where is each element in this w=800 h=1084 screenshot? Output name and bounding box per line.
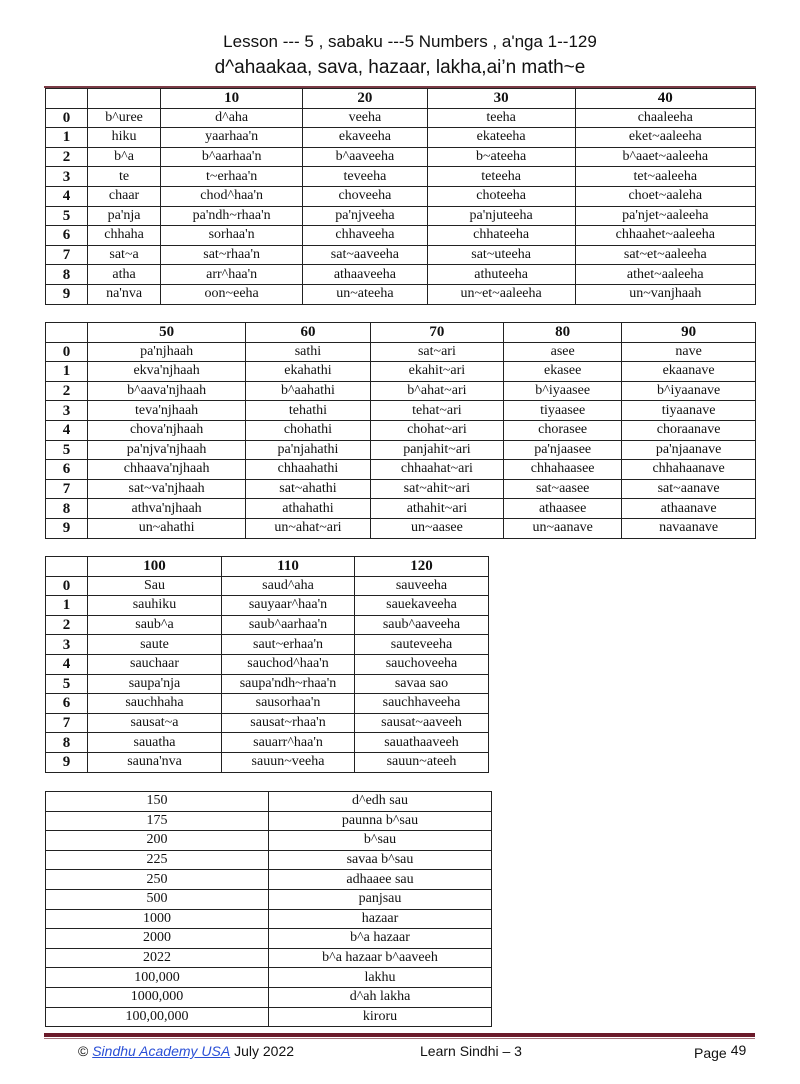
table-cell: sauna'nva — [88, 752, 222, 772]
table-cell: sat~aanave — [622, 479, 756, 499]
table-cell: b^iyaasee — [504, 381, 622, 401]
number-cell: 150 — [46, 792, 269, 812]
number-cell: 2022 — [46, 948, 269, 968]
number-cell: 500 — [46, 889, 269, 909]
table-row — [46, 615, 489, 635]
row-digit: 4 — [46, 420, 88, 440]
table-cell: eket~aaleeha — [575, 128, 755, 148]
table-row — [46, 596, 489, 616]
table-row — [46, 811, 492, 831]
table-cell: choteeha — [427, 186, 575, 206]
table-row — [46, 245, 756, 265]
number-cell: 100,000 — [46, 968, 269, 988]
table-cell: chhaha — [88, 226, 161, 246]
table-cell: sauveeha — [355, 576, 489, 596]
header-cell: 80 — [504, 323, 622, 343]
table-row — [46, 284, 756, 304]
table-row — [46, 401, 756, 421]
table-cell: saut~erhaa'n — [222, 635, 355, 655]
footer-copyright — [78, 1043, 294, 1059]
table-header-row — [46, 323, 756, 343]
table-cell: pa'njaanave — [622, 440, 756, 460]
table-cell: un~ateeha — [303, 284, 428, 304]
header-cell: 90 — [622, 323, 756, 343]
table-cell: sat~ari — [370, 342, 503, 362]
table-row — [46, 362, 756, 382]
table-cell: chhaava'njhaah — [88, 460, 246, 480]
table-cell: sat~aasee — [504, 479, 622, 499]
table-cell: savaa sao — [355, 674, 489, 694]
table-cell: hiku — [88, 128, 161, 148]
word-cell: d^edh sau — [269, 792, 492, 812]
page-number: 49 — [730, 1042, 747, 1058]
table-cell: teveeha — [303, 167, 428, 187]
table-row — [46, 1007, 492, 1027]
footer-page — [694, 1042, 747, 1061]
row-digit: 2 — [46, 381, 88, 401]
table-cell: saupa'ndh~rhaa'n — [222, 674, 355, 694]
table-cell: sauchoveeha — [355, 654, 489, 674]
table-row — [46, 128, 756, 148]
row-digit: 8 — [46, 499, 88, 519]
table-cell: b^ahat~ari — [370, 381, 503, 401]
number-cell: 2000 — [46, 929, 269, 949]
table-cell: sausorhaa'n — [222, 694, 355, 714]
table-cell: sauyaar^haa'n — [222, 596, 355, 616]
table-row — [46, 968, 492, 988]
table-cell: tiyaanave — [622, 401, 756, 421]
table-cell: ekaanave — [622, 362, 756, 382]
table-cell: sauun~veeha — [222, 752, 355, 772]
header-cell: 120 — [355, 557, 489, 577]
word-cell: adhaaee sau — [269, 870, 492, 890]
table-cell: athuteeha — [427, 265, 575, 285]
row-digit: 6 — [46, 226, 88, 246]
row-digit: 4 — [46, 654, 88, 674]
table-cell: athet~aaleeha — [575, 265, 755, 285]
table-cell: sauun~ateeh — [355, 752, 489, 772]
table-cell: panjahit~ari — [370, 440, 503, 460]
table-cell: athahit~ari — [370, 499, 503, 519]
table-row — [46, 342, 756, 362]
table-cell: asee — [504, 342, 622, 362]
table-cell: b^aaet~aaleeha — [575, 147, 755, 167]
table-cell: chhaahat~ari — [370, 460, 503, 480]
table-cell: chod^haa'n — [161, 186, 303, 206]
table-header-row — [46, 89, 756, 109]
table-cell: chorasee — [504, 420, 622, 440]
table-row — [46, 752, 489, 772]
table-cell: saud^aha — [222, 576, 355, 596]
table-cell: chhaahathi — [246, 460, 371, 480]
table-cell: chova'njhaah — [88, 420, 246, 440]
table-cell: b^aarhaa'n — [161, 147, 303, 167]
numbers-table-0-49 — [45, 88, 756, 305]
table-cell: sat~aaveeha — [303, 245, 428, 265]
lesson-subtitle: d^ahaakaa, sava, hazaar, lakha,ai’n math~e — [214, 57, 586, 78]
row-digit: 0 — [46, 342, 88, 362]
table-cell: b^uree — [88, 108, 161, 128]
table-cell: ekateeha — [427, 128, 575, 148]
word-cell: panjsau — [269, 889, 492, 909]
table-cell: teteeha — [427, 167, 575, 187]
table-cell: sauchhaha — [88, 694, 222, 714]
large-numbers-table — [45, 791, 492, 1027]
row-digit: 9 — [46, 752, 88, 772]
header-cell: 30 — [427, 89, 575, 109]
header-cell: 60 — [246, 323, 371, 343]
table-row — [46, 167, 756, 187]
table-cell: un~ahathi — [88, 518, 246, 538]
table-row — [46, 635, 489, 655]
header-cell — [88, 89, 161, 109]
row-digit: 1 — [46, 596, 88, 616]
number-cell: 1000,000 — [46, 987, 269, 1007]
row-digit: 9 — [46, 284, 88, 304]
table-cell: sauteveeha — [355, 635, 489, 655]
footer-date: July 2022 — [234, 1043, 295, 1059]
header-cell: 70 — [370, 323, 503, 343]
row-digit: 6 — [46, 694, 88, 714]
table-cell: un~aanave — [504, 518, 622, 538]
table-cell: chhateeha — [427, 226, 575, 246]
table-cell: sat~et~aaleeha — [575, 245, 755, 265]
numbers-table-100-129 — [45, 556, 489, 773]
header-cell — [46, 557, 88, 577]
table-cell: un~ahat~ari — [246, 518, 371, 538]
table-cell: tehathi — [246, 401, 371, 421]
header-cell: 20 — [303, 89, 428, 109]
header-cell: 100 — [88, 557, 222, 577]
table-cell: sauarr^haa'n — [222, 733, 355, 753]
sindhu-academy-link[interactable]: Sindhu Academy USA — [92, 1043, 231, 1059]
table-cell: sauhiku — [88, 596, 222, 616]
table-cell: d^aha — [161, 108, 303, 128]
table-cell: sauathaaveeh — [355, 733, 489, 753]
table-cell: chohat~ari — [370, 420, 503, 440]
table-row — [46, 108, 756, 128]
row-digit: 5 — [46, 206, 88, 226]
number-cell: 1000 — [46, 909, 269, 929]
table-cell: oon~eeha — [161, 284, 303, 304]
row-digit: 7 — [46, 713, 88, 733]
table-cell: chaar — [88, 186, 161, 206]
page-label: Page — [694, 1045, 727, 1061]
header-cell: 10 — [161, 89, 303, 109]
table-cell: pa'ndh~rhaa'n — [161, 206, 303, 226]
table-cell: chhahaanave — [622, 460, 756, 480]
table-cell: atha — [88, 265, 161, 285]
table-row — [46, 265, 756, 285]
lesson-title: Lesson --- 5 , sabaku ---5 Numbers , a'nga 1--129 — [223, 32, 597, 51]
row-digit: 2 — [46, 147, 88, 167]
table-row — [46, 654, 489, 674]
row-digit: 1 — [46, 128, 88, 148]
table-cell: sausat~rhaa'n — [222, 713, 355, 733]
table-row — [46, 831, 492, 851]
row-digit: 7 — [46, 479, 88, 499]
table-cell: saub^aaveeha — [355, 615, 489, 635]
table-cell: navaanave — [622, 518, 756, 538]
number-cell: 250 — [46, 870, 269, 890]
table-cell: sauekaveeha — [355, 596, 489, 616]
row-digit: 0 — [46, 576, 88, 596]
table-cell: tiyaasee — [504, 401, 622, 421]
table-cell: sauchod^haa'n — [222, 654, 355, 674]
table-cell: b^iyaanave — [622, 381, 756, 401]
table-cell: athva'njhaah — [88, 499, 246, 519]
table-cell: yaarhaa'n — [161, 128, 303, 148]
table-cell: saub^aarhaa'n — [222, 615, 355, 635]
number-cell: 200 — [46, 831, 269, 851]
word-cell: hazaar — [269, 909, 492, 929]
table-cell: b^a — [88, 147, 161, 167]
row-digit: 9 — [46, 518, 88, 538]
table-cell: athaaveeha — [303, 265, 428, 285]
table-row — [46, 713, 489, 733]
header-cell — [46, 89, 88, 109]
table-cell: pa'njva'njhaah — [88, 440, 246, 460]
table-cell: chohathi — [246, 420, 371, 440]
table-cell: arr^haa'n — [161, 265, 303, 285]
table-cell: choet~aaleha — [575, 186, 755, 206]
table-cell: chhaveeha — [303, 226, 428, 246]
numbers-table-50-99 — [45, 322, 756, 539]
table-row — [46, 186, 756, 206]
table-cell: pa'njuteeha — [427, 206, 575, 226]
table-row — [46, 420, 756, 440]
word-cell: kiroru — [269, 1007, 492, 1027]
row-digit: 3 — [46, 401, 88, 421]
word-cell: savaa b^sau — [269, 850, 492, 870]
table-row — [46, 206, 756, 226]
row-digit: 2 — [46, 615, 88, 635]
table-cell: un~et~aaleeha — [427, 284, 575, 304]
table-row — [46, 870, 492, 890]
word-cell: b^sau — [269, 831, 492, 851]
copyright-symbol: © — [78, 1043, 89, 1059]
table-cell: un~vanjhaah — [575, 284, 755, 304]
table-cell: tet~aaleeha — [575, 167, 755, 187]
table-cell: sat~va'njhaah — [88, 479, 246, 499]
table-row — [46, 226, 756, 246]
table-cell: saupa'nja — [88, 674, 222, 694]
table-row — [46, 479, 756, 499]
table-row — [46, 987, 492, 1007]
table-cell: choraanave — [622, 420, 756, 440]
row-digit: 8 — [46, 265, 88, 285]
table-cell: ekasee — [504, 362, 622, 382]
number-cell: 100,00,000 — [46, 1007, 269, 1027]
row-digit: 1 — [46, 362, 88, 382]
footer-rule — [44, 1033, 755, 1037]
table-cell: veeha — [303, 108, 428, 128]
word-cell: d^ah lakha — [269, 987, 492, 1007]
table-row — [46, 792, 492, 812]
row-digit: 5 — [46, 440, 88, 460]
table-row — [46, 850, 492, 870]
header-cell — [46, 323, 88, 343]
table-cell: pa'njhaah — [88, 342, 246, 362]
table-cell: teeha — [427, 108, 575, 128]
table-cell: athahathi — [246, 499, 371, 519]
table-cell: chhahaasee — [504, 460, 622, 480]
table-row — [46, 460, 756, 480]
row-digit: 3 — [46, 635, 88, 655]
table-cell: pa'njveeha — [303, 206, 428, 226]
number-cell: 175 — [46, 811, 269, 831]
table-cell: ekahit~ari — [370, 362, 503, 382]
table-header-row — [46, 557, 489, 577]
table-cell: tehat~ari — [370, 401, 503, 421]
row-digit: 6 — [46, 460, 88, 480]
table-cell: b^aava'njhaah — [88, 381, 246, 401]
table-cell: sauatha — [88, 733, 222, 753]
table-cell: nave — [622, 342, 756, 362]
table-cell: sausat~aaveeh — [355, 713, 489, 733]
table-row — [46, 733, 489, 753]
table-cell: na'nva — [88, 284, 161, 304]
table-row — [46, 929, 492, 949]
table-cell: ekaveeha — [303, 128, 428, 148]
table-row — [46, 889, 492, 909]
row-digit: 4 — [46, 186, 88, 206]
table-cell: choveeha — [303, 186, 428, 206]
row-digit: 5 — [46, 674, 88, 694]
table-cell: sauchaar — [88, 654, 222, 674]
row-digit: 0 — [46, 108, 88, 128]
table-row — [46, 948, 492, 968]
table-row — [46, 147, 756, 167]
table-cell: chhaahet~aaleeha — [575, 226, 755, 246]
table-cell: t~erhaa'n — [161, 167, 303, 187]
number-cell: 225 — [46, 850, 269, 870]
table-cell: pa'njaasee — [504, 440, 622, 460]
table-row — [46, 909, 492, 929]
row-digit: 8 — [46, 733, 88, 753]
table-cell: ekva'njhaah — [88, 362, 246, 382]
table-cell: b^aaveeha — [303, 147, 428, 167]
footer-book-title: Learn Sindhi – 3 — [420, 1043, 522, 1059]
table-cell: sorhaa'n — [161, 226, 303, 246]
table-cell: sat~rhaa'n — [161, 245, 303, 265]
table-row — [46, 381, 756, 401]
table-cell: sausat~a — [88, 713, 222, 733]
table-cell: sat~ahit~ari — [370, 479, 503, 499]
table-cell: sauchhaveeha — [355, 694, 489, 714]
row-digit: 7 — [46, 245, 88, 265]
table-cell: Sau — [88, 576, 222, 596]
table-row — [46, 576, 489, 596]
table-row — [46, 674, 489, 694]
table-cell: b^aahathi — [246, 381, 371, 401]
footer-rule-thin — [44, 1038, 755, 1039]
table-row — [46, 694, 489, 714]
row-digit: 3 — [46, 167, 88, 187]
word-cell: paunna b^sau — [269, 811, 492, 831]
table-cell: athaanave — [622, 499, 756, 519]
table-cell: chaaleeha — [575, 108, 755, 128]
header-cell: 50 — [88, 323, 246, 343]
word-cell: b^a hazaar b^aaveeh — [269, 948, 492, 968]
table-cell: sat~ahathi — [246, 479, 371, 499]
table-cell: saute — [88, 635, 222, 655]
word-cell: lakhu — [269, 968, 492, 988]
word-cell: b^a hazaar — [269, 929, 492, 949]
table-row — [46, 518, 756, 538]
table-cell: athaasee — [504, 499, 622, 519]
header-cell: 40 — [575, 89, 755, 109]
table-cell: pa'njahathi — [246, 440, 371, 460]
table-cell: teva'njhaah — [88, 401, 246, 421]
table-cell: sat~uteeha — [427, 245, 575, 265]
table-cell: saub^a — [88, 615, 222, 635]
table-cell: ekahathi — [246, 362, 371, 382]
table-cell: te — [88, 167, 161, 187]
header-cell: 110 — [222, 557, 355, 577]
table-row — [46, 440, 756, 460]
table-row — [46, 499, 756, 519]
table-cell: sathi — [246, 342, 371, 362]
table-cell: pa'njet~aaleeha — [575, 206, 755, 226]
table-cell: un~aasee — [370, 518, 503, 538]
table-cell: sat~a — [88, 245, 161, 265]
table-cell: b~ateeha — [427, 147, 575, 167]
table-cell: pa'nja — [88, 206, 161, 226]
